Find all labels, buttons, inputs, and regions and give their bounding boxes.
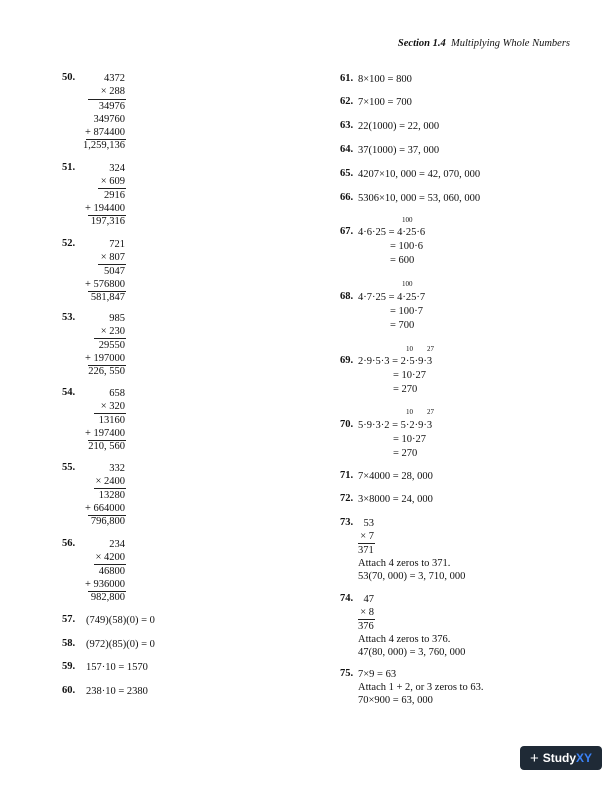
multiplier: × 609 xyxy=(100,176,125,187)
grouping-annotation: 100 xyxy=(402,280,413,288)
grouping-annotation: 10 xyxy=(406,345,413,353)
partial-product: + 576800 xyxy=(84,279,125,290)
multiplicand: 332 xyxy=(109,463,125,474)
problem-number: 67. xyxy=(340,226,354,237)
explanation-text: Attach 1 + 2, or 3 zeros to 63. xyxy=(358,682,484,693)
multiplier: × 807 xyxy=(100,252,125,263)
problem-number: 53. xyxy=(62,312,76,323)
problem-number: 74. xyxy=(340,593,354,604)
grouping-annotation: 27 xyxy=(427,408,434,416)
partial-product: 29550 xyxy=(98,340,125,351)
multiplier: × 320 xyxy=(100,401,125,412)
equation: 3×8000 = 24, 000 xyxy=(358,494,433,505)
problem-number: 65. xyxy=(340,168,354,179)
problem-number: 72. xyxy=(340,493,354,504)
problem-number: 66. xyxy=(340,192,354,203)
problem-number: 58. xyxy=(62,638,76,649)
equation: 4·6·25 = 4·25·6 xyxy=(358,227,426,238)
equation: 8×100 = 800 xyxy=(358,74,412,85)
equation: (749)(58)(0) = 0 xyxy=(86,615,155,626)
equation: 70×900 = 63, 000 xyxy=(358,695,433,706)
equation-step: = 700 xyxy=(390,320,415,331)
grouping-annotation: 100 xyxy=(402,216,413,224)
page-header: Section 1.4 Multiplying Whole Numbers xyxy=(397,38,570,49)
equation: 238·10 = 2380 xyxy=(86,686,148,697)
partial-product: 46800 xyxy=(98,566,125,577)
equation: 2·9·5·3 = 2·5·9·3 xyxy=(358,356,433,367)
problem-number: 70. xyxy=(340,419,354,430)
partial-product: 2916 xyxy=(104,190,125,201)
brand-name: Study xyxy=(542,751,577,765)
equation-step: = 10·27 xyxy=(393,434,427,445)
equation-step: = 270 xyxy=(393,448,418,459)
problem-number: 50. xyxy=(62,72,76,83)
grouping-annotation: 10 xyxy=(406,408,413,416)
multiplier: × 288 xyxy=(100,86,125,97)
product: 226, 550 xyxy=(88,366,125,377)
partial-product: + 194400 xyxy=(84,203,125,214)
problem-number: 73. xyxy=(340,517,354,528)
multiplier: × 7 xyxy=(360,531,374,542)
problem-number: 59. xyxy=(62,661,76,672)
multiplicand: 4372 xyxy=(104,73,125,84)
equation: (972)(85)(0) = 0 xyxy=(86,639,155,650)
problem-number: 60. xyxy=(62,685,76,696)
equation: 7×100 = 700 xyxy=(358,97,412,108)
brand-accent: XY xyxy=(576,751,593,765)
problem-number: 56. xyxy=(62,538,76,549)
problem-number: 64. xyxy=(340,144,354,155)
product: 581,847 xyxy=(90,292,125,303)
multiplicand: 47 xyxy=(363,594,374,605)
multiplier: × 2400 xyxy=(95,476,125,487)
multiplicand: 985 xyxy=(109,313,125,324)
explanation-text: Attach 4 zeros to 371. xyxy=(358,558,451,569)
multiplier: × 8 xyxy=(360,607,374,618)
multiplicand: 721 xyxy=(109,239,125,250)
product: 371 xyxy=(358,545,374,556)
partial-product: 349760 xyxy=(93,114,125,125)
problem-number: 57. xyxy=(62,614,76,625)
partial-product: 5047 xyxy=(104,266,125,277)
product: 197,316 xyxy=(90,216,125,227)
equation: 37(1000) = 37, 000 xyxy=(358,145,440,156)
product: 376 xyxy=(358,621,374,632)
problem-number: 71. xyxy=(340,470,354,481)
equation: 5306×10, 000 = 53, 060, 000 xyxy=(358,193,481,204)
product: 210, 560 xyxy=(88,441,125,452)
equation-step: = 100·7 xyxy=(390,306,424,317)
partial-product: 13160 xyxy=(98,415,125,426)
equation: 4207×10, 000 = 42, 070, 000 xyxy=(358,169,481,180)
problem-number: 75. xyxy=(340,668,354,679)
multiplicand: 324 xyxy=(109,163,125,174)
partial-product: 34976 xyxy=(98,101,125,112)
equation-step: = 600 xyxy=(390,255,415,266)
problem-number: 62. xyxy=(340,96,354,107)
equation: 53(70, 000) = 3, 710, 000 xyxy=(358,571,466,582)
equation: 5·9·3·2 = 5·2·9·3 xyxy=(358,420,433,431)
equation: 7×9 = 63 xyxy=(358,669,397,680)
studyxy-logo[interactable] xyxy=(520,746,602,770)
problem-number: 68. xyxy=(340,291,354,302)
explanation-text: Attach 4 zeros to 376. xyxy=(358,634,451,645)
equation-step: = 100·6 xyxy=(390,241,424,252)
problem-number: 51. xyxy=(62,162,76,173)
partial-product: 13280 xyxy=(98,490,125,501)
plus-icon: + xyxy=(529,749,539,767)
problem-number: 63. xyxy=(340,120,354,131)
partial-product: + 197000 xyxy=(84,353,125,364)
equation: 157·10 = 1570 xyxy=(86,662,148,673)
partial-product: + 874400 xyxy=(84,127,125,138)
problem-number: 69. xyxy=(340,355,354,366)
problem-number: 55. xyxy=(62,462,76,473)
multiplicand: 53 xyxy=(363,518,374,529)
problem-number: 52. xyxy=(62,238,76,249)
equation: 47(80, 000) = 3, 760, 000 xyxy=(358,647,466,658)
partial-product: + 197400 xyxy=(84,428,125,439)
partial-product: + 664000 xyxy=(84,503,125,514)
product: 1,259,136 xyxy=(83,140,125,151)
multiplier: × 4200 xyxy=(95,552,125,563)
product: 982,800 xyxy=(90,592,125,603)
equation: 22(1000) = 22, 000 xyxy=(358,121,440,132)
multiplicand: 234 xyxy=(109,539,125,550)
problem-number: 61. xyxy=(340,73,354,84)
equation: 4·7·25 = 4·25·7 xyxy=(358,292,426,303)
equation: 7×4000 = 28, 000 xyxy=(358,471,433,482)
equation-step: = 10·27 xyxy=(393,370,427,381)
product: 796,800 xyxy=(90,516,125,527)
grouping-annotation: 27 xyxy=(427,345,434,353)
multiplier: × 230 xyxy=(100,326,125,337)
partial-product: + 936000 xyxy=(84,579,125,590)
multiplicand: 658 xyxy=(109,388,125,399)
equation-step: = 270 xyxy=(393,384,418,395)
problem-number: 54. xyxy=(62,387,76,398)
